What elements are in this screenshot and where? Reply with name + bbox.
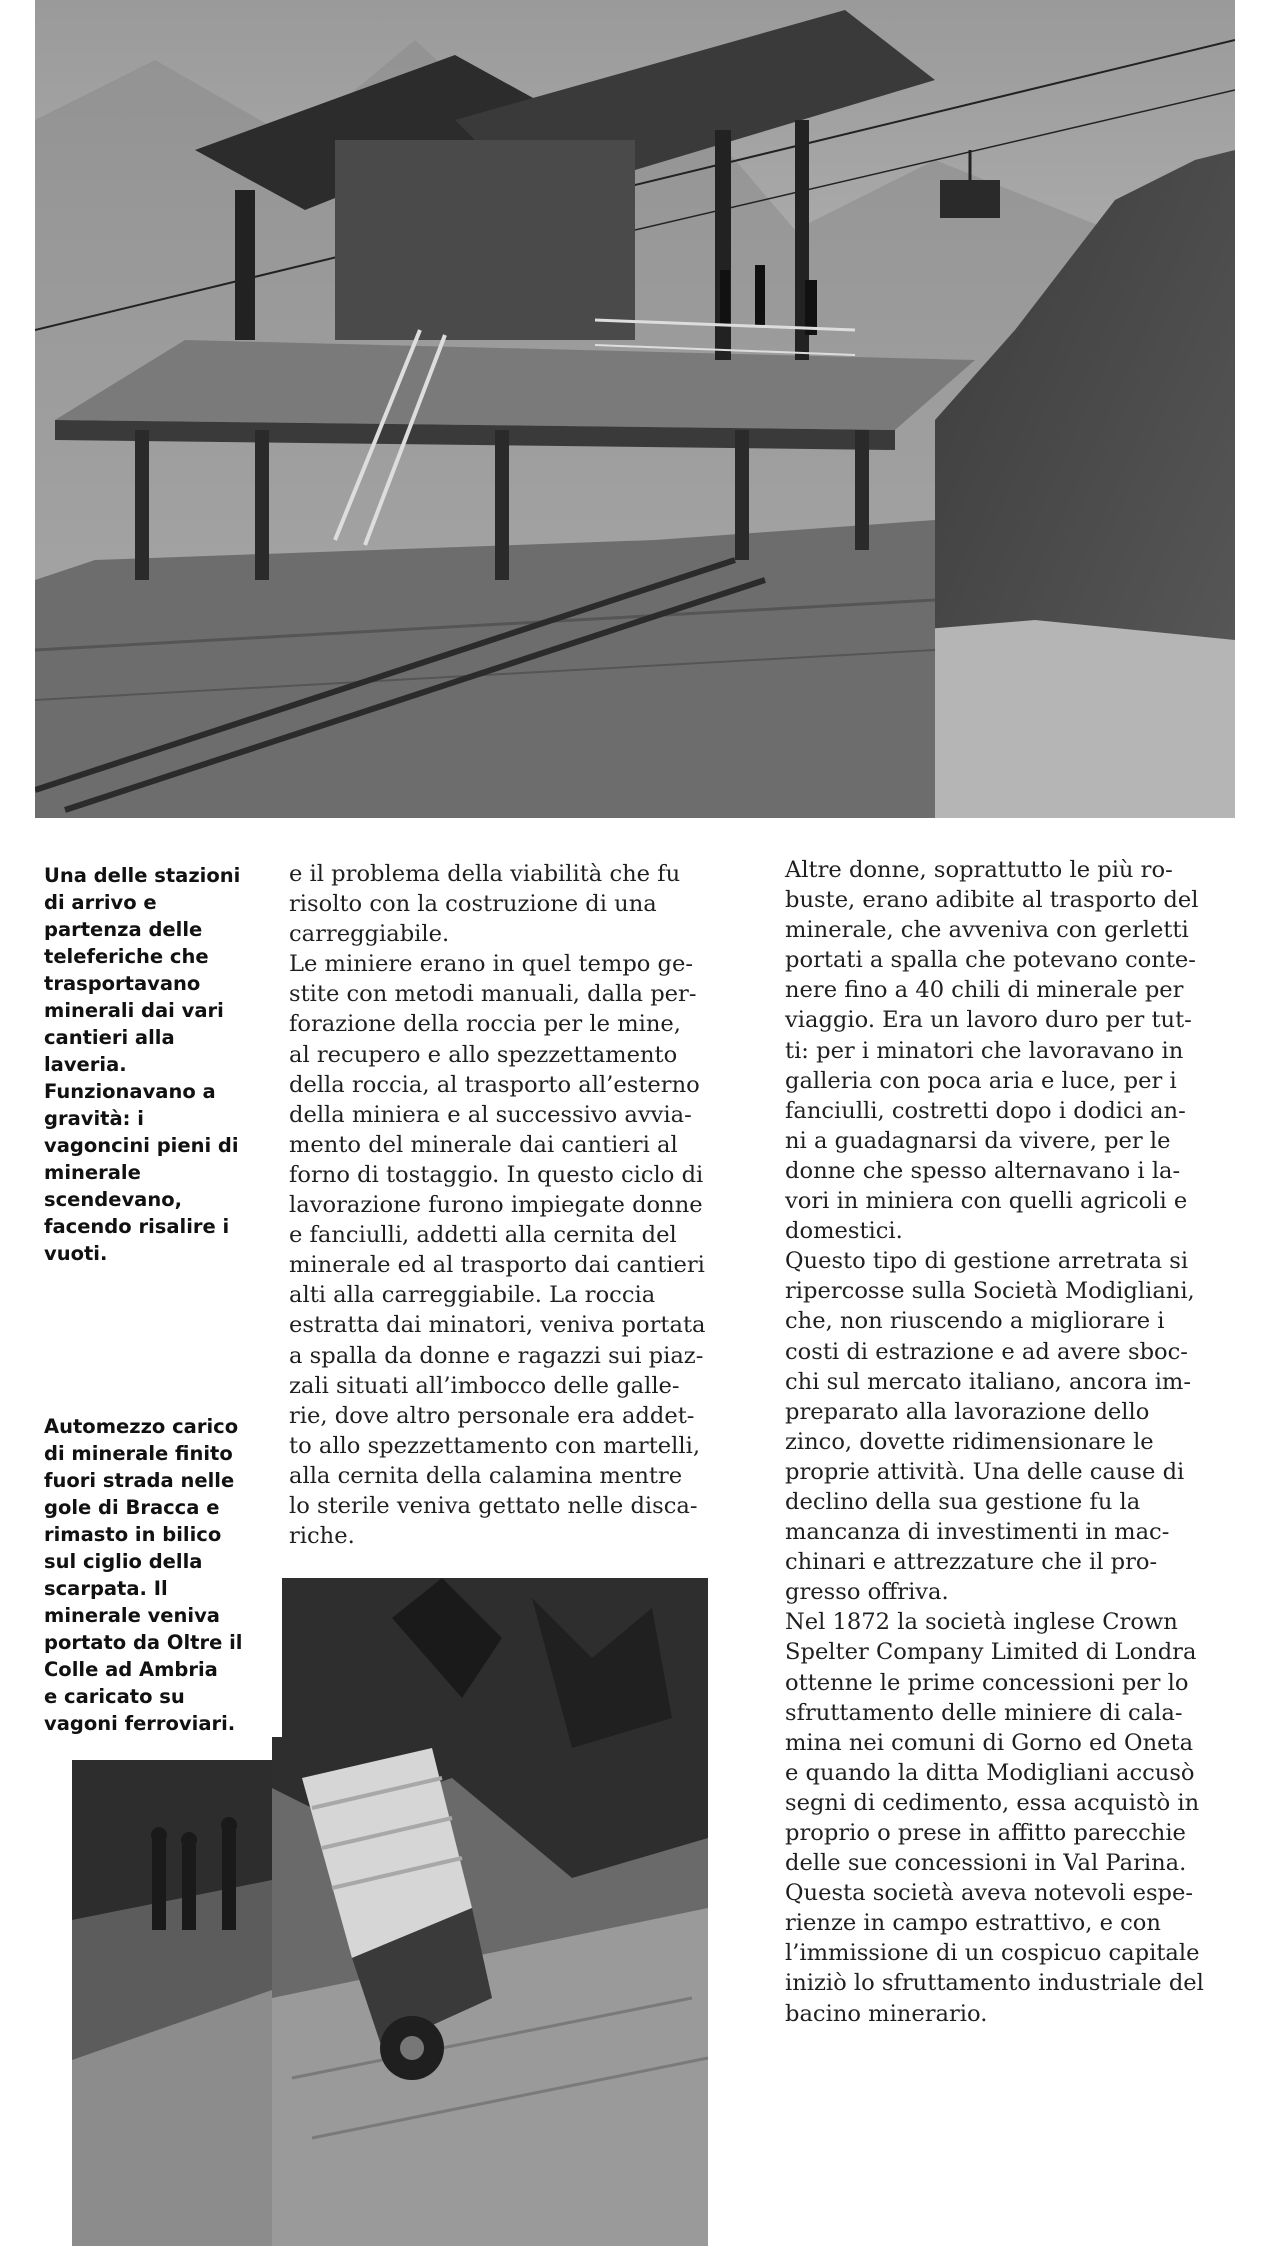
text-line: stite con metodi manuali, dalla per-	[289, 981, 697, 1008]
caption-line: cantieri alla	[44, 1026, 175, 1049]
caption-line: Funzionavano a	[44, 1080, 216, 1103]
text-line: l’immissione di un cospicuo capitale	[785, 1940, 1200, 1967]
caption-line: facendo risalire i	[44, 1215, 230, 1238]
caption-line: scarpata. Il	[44, 1577, 168, 1600]
text-line: risolto con la costruzione di una	[289, 891, 657, 918]
caption-line: minerali dai vari	[44, 999, 224, 1022]
caption-line: di arrivo e	[44, 891, 157, 914]
text-line: rienze in campo estrattivo, e con	[785, 1910, 1161, 1937]
text-line: della roccia, al trasporto all’esterno	[289, 1071, 700, 1098]
truck-accident-photo	[272, 1578, 708, 2246]
text-line: minerale, che avveniva con gerletti	[785, 917, 1189, 944]
text-line: lavorazione furono impiegate donne	[289, 1192, 703, 1219]
caption-line: teleferiche che	[44, 945, 209, 968]
cableway-station-photo	[35, 0, 1235, 818]
text-line: zali situati all’imbocco delle galle-	[289, 1372, 680, 1399]
text-line: delle sue concessioni in Val Parina.	[785, 1850, 1187, 1877]
text-line: mina nei comuni di Gorno ed Oneta	[785, 1729, 1194, 1756]
text-line: mancanza di investimenti in mac-	[785, 1519, 1170, 1546]
truck-photo-left-part	[72, 1760, 272, 2246]
text-line: forno di tostaggio. In questo ciclo di	[289, 1161, 704, 1188]
text-line: ripercosse sulla Società Modigliani,	[785, 1278, 1195, 1305]
caption-line: partenza delle	[44, 918, 203, 941]
text-line: buste, erano adibite al trasporto del	[785, 887, 1199, 914]
text-line: alti alla carreggiabile. La roccia	[289, 1282, 656, 1309]
text-line: Questo tipo di gestione arretrata si	[785, 1248, 1189, 1275]
text-line: fanciulli, costretti dopo i dodici an-	[785, 1097, 1186, 1124]
caption-line: portato da Oltre il	[44, 1631, 243, 1654]
photo-caption-truck	[44, 1413, 282, 1737]
caption-line: scendevano,	[44, 1188, 183, 1211]
text-line: estratta dai minatori, veniva portata	[289, 1312, 706, 1339]
text-line: nere fino a 40 chili di minerale per	[785, 977, 1184, 1004]
text-line: della miniera e al successivo avvia-	[289, 1101, 692, 1128]
text-line: chinari e attrezzature che il pro-	[785, 1549, 1158, 1576]
text-line: e fanciulli, addetti alla cernita del	[289, 1222, 677, 1249]
text-line: e il problema della viabilità che fu	[289, 861, 681, 887]
text-line: gresso offriva.	[785, 1579, 949, 1606]
caption-line: gravità: i	[44, 1107, 144, 1130]
text-line: Le miniere erano in quel tempo ge-	[289, 951, 694, 978]
text-line: viaggio. Era un lavoro duro per tut-	[785, 1007, 1192, 1034]
text-line: ni a guadagnarsi da vivere, per le	[785, 1127, 1171, 1154]
text-line: vori in miniera con quelli agricoli e	[785, 1188, 1188, 1215]
text-line: sfruttamento delle miniere di cala-	[785, 1699, 1183, 1726]
text-line: e quando la ditta Modigliani accusò	[785, 1759, 1195, 1786]
caption-line: minerale veniva	[44, 1604, 220, 1627]
text-line: carreggiabile.	[289, 921, 450, 948]
text-line: proprio o prese in affitto parecchie	[785, 1820, 1186, 1846]
text-line: costi di estrazione e ad avere sboc-	[785, 1338, 1188, 1365]
text-line: segni di cedimento, essa acquistò in	[785, 1789, 1200, 1816]
text-line: donne che spesso alternavano i la-	[785, 1157, 1181, 1184]
text-line: Spelter Company Limited di Londra	[785, 1639, 1197, 1666]
text-line: to allo spezzettamento con martelli,	[289, 1432, 701, 1459]
text-line: rie, dove altro personale era addet-	[289, 1402, 695, 1429]
text-line: ti: per i minatori che lavoravano in	[785, 1037, 1184, 1064]
caption-line: vagoncini pieni di	[44, 1134, 239, 1157]
text-line: che, non riuscendo a migliorare i	[785, 1308, 1165, 1335]
caption-line: di minerale finito	[44, 1442, 233, 1465]
caption-line: laveria.	[44, 1053, 127, 1076]
caption-line: Colle ad Ambria	[44, 1658, 218, 1681]
text-line: Nel 1872 la società inglese Crown	[785, 1609, 1178, 1636]
text-line: ottenne le prime concessioni per lo	[785, 1669, 1189, 1696]
text-line: forazione della roccia per le mine,	[289, 1011, 681, 1038]
text-line: zinco, dovette ridimensionare le	[785, 1428, 1154, 1455]
text-line: lo sterile veniva gettato nelle disca-	[289, 1492, 698, 1519]
text-line: Altre donne, soprattutto le più ro-	[785, 857, 1173, 883]
text-line: chi sul mercato italiano, ancora im-	[785, 1368, 1191, 1395]
text-line: minerale ed al trasporto dai cantieri	[289, 1252, 705, 1279]
body-column-middle	[289, 859, 706, 1551]
text-line: iniziò lo sfruttamento industriale del	[785, 1970, 1204, 1997]
caption-line: vuoti.	[44, 1242, 108, 1265]
text-line: riche.	[289, 1523, 355, 1550]
text-line: Questa società aveva notevoli espe-	[785, 1880, 1194, 1907]
caption-line: rimasto in bilico	[44, 1523, 222, 1546]
caption-line: gole di Bracca e	[44, 1496, 220, 1519]
caption-line: Una delle stazioni	[44, 864, 241, 887]
caption-line: minerale	[44, 1161, 141, 1184]
text-line: preparato alla lavorazione dello	[785, 1398, 1150, 1425]
caption-line: Automezzo carico	[44, 1415, 239, 1438]
text-line: declino della sua gestione fu la	[785, 1488, 1141, 1515]
caption-line: fuori strada nelle	[44, 1469, 235, 1492]
caption-line: trasportavano	[44, 972, 201, 995]
text-line: a spalla da donne e ragazzi sui piaz-	[289, 1342, 704, 1369]
caption-line: sul ciglio della	[44, 1550, 203, 1573]
text-line: domestici.	[785, 1218, 903, 1245]
text-line: mento del minerale dai cantieri al	[289, 1131, 678, 1158]
text-line: galleria con poca aria e luce, per i	[785, 1067, 1177, 1094]
text-line: proprie attività. Una delle cause di	[785, 1458, 1185, 1485]
caption-line: vagoni ferroviari.	[44, 1712, 236, 1735]
caption-line: e caricato su	[44, 1685, 185, 1708]
text-line: alla cernita della calamina mentre	[289, 1462, 683, 1489]
text-line: al recupero e allo spezzettamento	[289, 1041, 678, 1068]
body-column-right	[785, 855, 1204, 2029]
photo-caption-cableway	[44, 862, 284, 1267]
text-line: bacino minerario.	[785, 2000, 988, 2027]
text-line: portati a spalla che potevano conte-	[785, 947, 1196, 974]
